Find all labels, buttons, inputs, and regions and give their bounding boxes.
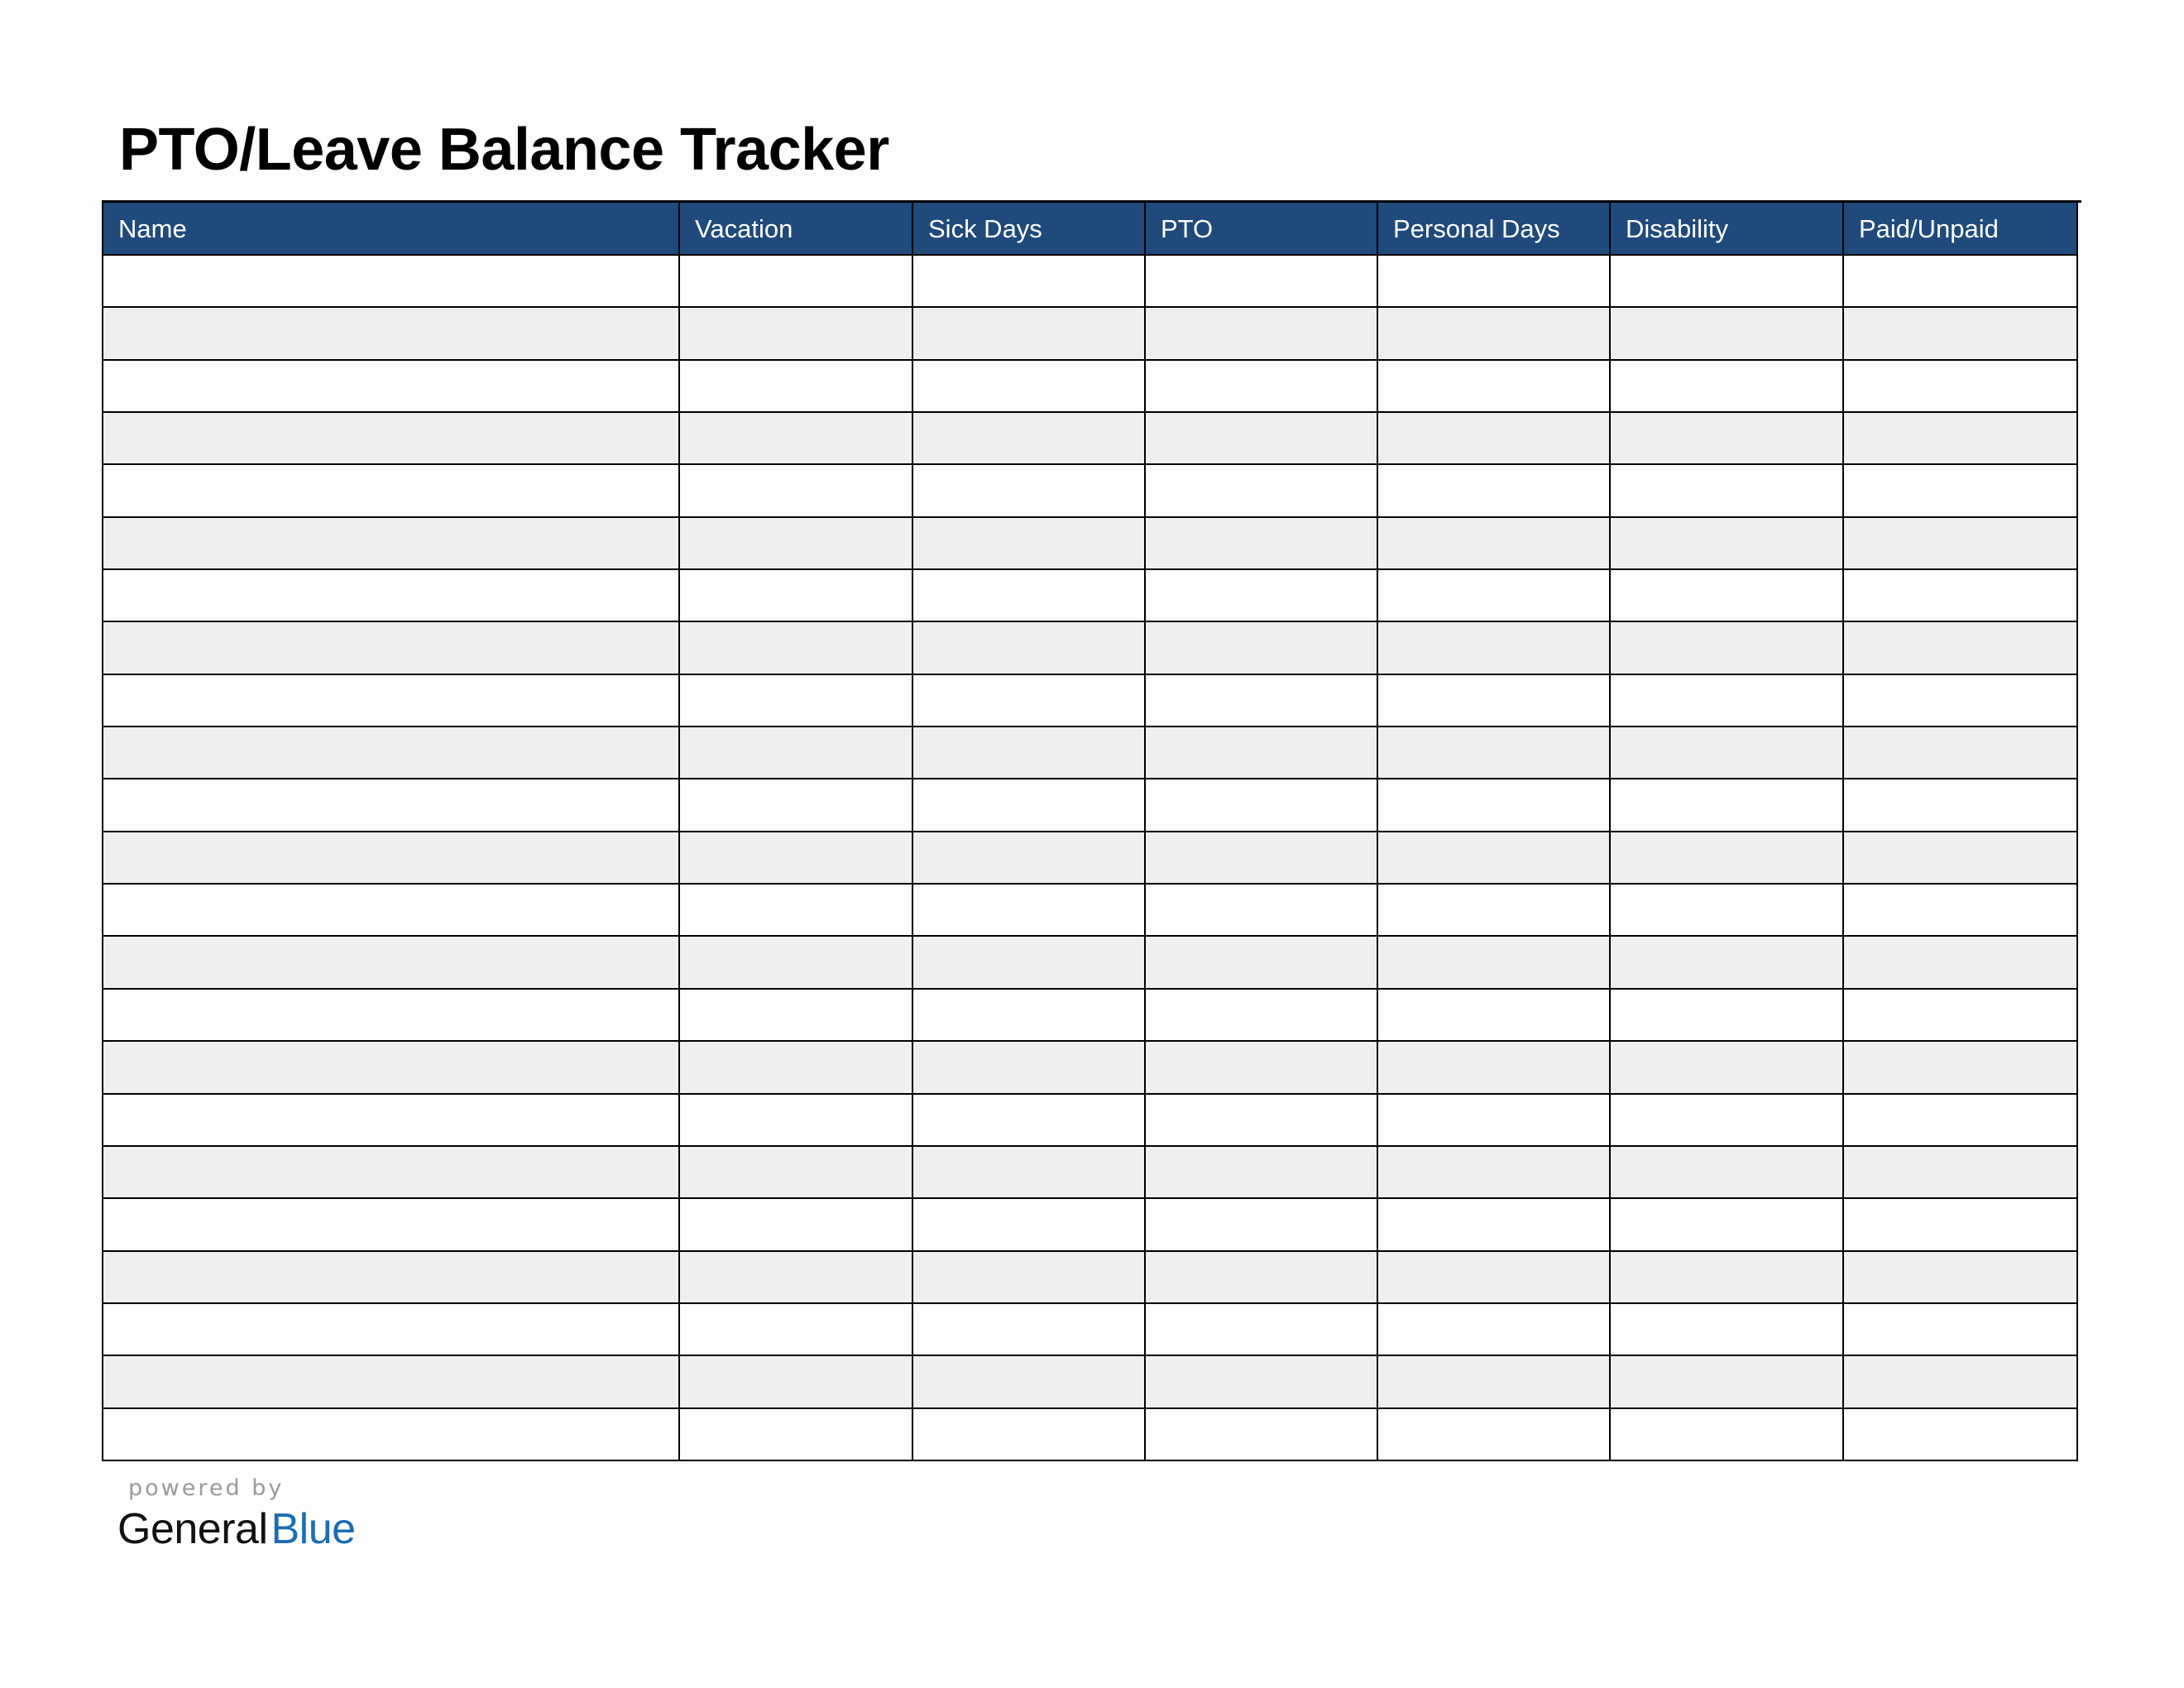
table-row: [103, 1251, 2077, 1303]
cell-personal-days[interactable]: [1377, 307, 1610, 359]
column-header-paid-unpaid: Paid/Unpaid: [1843, 202, 2077, 255]
cell-pto[interactable]: [1145, 517, 1377, 569]
column-header-name: Name: [103, 202, 679, 255]
cell-name[interactable]: [103, 412, 679, 464]
table-row: [103, 674, 2077, 727]
cell-pto[interactable]: [1145, 1198, 1377, 1250]
cell-name[interactable]: [103, 360, 679, 412]
cell-name[interactable]: [103, 1408, 679, 1460]
cell-personal-days[interactable]: [1377, 1198, 1610, 1250]
cell-disability[interactable]: [1610, 412, 1843, 464]
cell-disability[interactable]: [1610, 255, 1843, 307]
cell-sick-days[interactable]: [912, 674, 1145, 727]
cell-disability[interactable]: [1610, 464, 1843, 516]
cell-name[interactable]: [103, 832, 679, 884]
cell-sick-days[interactable]: [912, 884, 1145, 936]
cell-pto[interactable]: [1145, 255, 1377, 307]
cell-name[interactable]: [103, 255, 679, 307]
cell-disability[interactable]: [1610, 1041, 1843, 1093]
cell-disability[interactable]: [1610, 569, 1843, 621]
table-row: [103, 621, 2077, 674]
cell-pto[interactable]: [1145, 674, 1377, 727]
cell-sick-days[interactable]: [912, 727, 1145, 779]
table-row: [103, 1408, 2077, 1460]
cell-paid-unpaid[interactable]: [1843, 989, 2077, 1041]
cell-pto[interactable]: [1145, 307, 1377, 359]
table-row: [103, 1303, 2077, 1355]
cell-pto[interactable]: [1145, 1355, 1377, 1407]
cell-pto[interactable]: [1145, 832, 1377, 884]
header-row: [103, 202, 2077, 255]
cell-vacation[interactable]: [679, 621, 912, 674]
cell-paid-unpaid[interactable]: [1843, 884, 2077, 936]
cell-disability[interactable]: [1610, 832, 1843, 884]
cell-name[interactable]: [103, 1355, 679, 1407]
cell-name[interactable]: [103, 517, 679, 569]
cell-paid-unpaid[interactable]: [1843, 621, 2077, 674]
cell-personal-days[interactable]: [1377, 1146, 1610, 1198]
cell-vacation[interactable]: [679, 412, 912, 464]
cell-personal-days[interactable]: [1377, 832, 1610, 884]
cell-paid-unpaid[interactable]: [1843, 1251, 2077, 1303]
cell-pto[interactable]: [1145, 412, 1377, 464]
cell-personal-days[interactable]: [1377, 569, 1610, 621]
cell-personal-days[interactable]: [1377, 621, 1610, 674]
column-header-pto: PTO: [1145, 202, 1377, 255]
table-row: [103, 1041, 2077, 1093]
cell-disability[interactable]: [1610, 1303, 1843, 1355]
cell-personal-days[interactable]: [1377, 1303, 1610, 1355]
cell-paid-unpaid[interactable]: [1843, 307, 2077, 359]
table-row: [103, 255, 2077, 307]
cell-disability[interactable]: [1610, 360, 1843, 412]
table-row: [103, 936, 2077, 988]
cell-paid-unpaid[interactable]: [1843, 255, 2077, 307]
cell-personal-days[interactable]: [1377, 727, 1610, 779]
cell-sick-days[interactable]: [912, 1408, 1145, 1460]
cell-personal-days[interactable]: [1377, 1408, 1610, 1460]
cell-personal-days[interactable]: [1377, 360, 1610, 412]
table-row: [103, 1094, 2077, 1146]
table-row: [103, 412, 2077, 464]
cell-pto[interactable]: [1145, 1408, 1377, 1460]
cell-sick-days[interactable]: [912, 621, 1145, 674]
cell-sick-days[interactable]: [912, 569, 1145, 621]
cell-paid-unpaid[interactable]: [1843, 832, 2077, 884]
cell-sick-days[interactable]: [912, 412, 1145, 464]
cell-sick-days[interactable]: [912, 936, 1145, 988]
brand-logo: [117, 1504, 356, 1554]
cell-personal-days[interactable]: [1377, 1251, 1610, 1303]
cell-name[interactable]: [103, 1094, 679, 1146]
table-row: [103, 779, 2077, 831]
table-row: [103, 727, 2077, 779]
cell-pto[interactable]: [1145, 989, 1377, 1041]
cell-sick-days[interactable]: [912, 517, 1145, 569]
table-row: [103, 569, 2077, 621]
cell-name[interactable]: [103, 674, 679, 727]
table-row: [103, 1198, 2077, 1250]
cell-disability[interactable]: [1610, 1094, 1843, 1146]
cell-personal-days[interactable]: [1377, 1094, 1610, 1146]
cell-name[interactable]: [103, 1041, 679, 1093]
cell-pto[interactable]: [1145, 464, 1377, 516]
column-header-disability: Disability: [1610, 202, 1843, 255]
cell-paid-unpaid[interactable]: [1843, 1146, 2077, 1198]
cell-personal-days[interactable]: [1377, 1041, 1610, 1093]
cell-vacation[interactable]: [679, 674, 912, 727]
table-row: [103, 1355, 2077, 1407]
cell-pto[interactable]: [1145, 936, 1377, 988]
cell-sick-days[interactable]: [912, 1146, 1145, 1198]
cell-pto[interactable]: [1145, 884, 1377, 936]
cell-disability[interactable]: [1610, 779, 1843, 831]
cell-vacation[interactable]: [679, 1041, 912, 1093]
table-body: [103, 255, 2077, 1460]
cell-paid-unpaid[interactable]: [1843, 1408, 2077, 1460]
cell-vacation[interactable]: [679, 936, 912, 988]
cell-paid-unpaid[interactable]: [1843, 569, 2077, 621]
cell-paid-unpaid[interactable]: [1843, 936, 2077, 988]
cell-paid-unpaid[interactable]: [1843, 727, 2077, 779]
cell-name[interactable]: [103, 1198, 679, 1250]
cell-paid-unpaid[interactable]: [1843, 464, 2077, 516]
cell-disability[interactable]: [1610, 1198, 1843, 1250]
cell-vacation[interactable]: [679, 1251, 912, 1303]
cell-sick-days[interactable]: [912, 1094, 1145, 1146]
cell-sick-days[interactable]: [912, 832, 1145, 884]
cell-vacation[interactable]: [679, 779, 912, 831]
cell-vacation[interactable]: [679, 884, 912, 936]
cell-sick-days[interactable]: [912, 989, 1145, 1041]
cell-paid-unpaid[interactable]: [1843, 1303, 2077, 1355]
table-row: [103, 1146, 2077, 1198]
cell-name[interactable]: [103, 307, 679, 359]
cell-vacation[interactable]: [679, 307, 912, 359]
page-title: PTO/Leave Balance Tracker: [119, 117, 889, 183]
cell-paid-unpaid[interactable]: [1843, 412, 2077, 464]
cell-disability[interactable]: [1610, 1146, 1843, 1198]
cell-name[interactable]: [103, 569, 679, 621]
cell-personal-days[interactable]: [1377, 779, 1610, 831]
cell-disability[interactable]: [1610, 307, 1843, 359]
cell-vacation[interactable]: [679, 1355, 912, 1407]
table-row: [103, 360, 2077, 412]
cell-name[interactable]: [103, 936, 679, 988]
cell-name[interactable]: [103, 1251, 679, 1303]
cell-personal-days[interactable]: [1377, 884, 1610, 936]
cell-disability[interactable]: [1610, 1355, 1843, 1407]
cell-pto[interactable]: [1145, 360, 1377, 412]
cell-paid-unpaid[interactable]: [1843, 517, 2077, 569]
cell-vacation[interactable]: [679, 1303, 912, 1355]
cell-vacation[interactable]: [679, 1198, 912, 1250]
cell-vacation[interactable]: [679, 989, 912, 1041]
cell-name[interactable]: [103, 727, 679, 779]
cell-personal-days[interactable]: [1377, 517, 1610, 569]
powered-by-label: powered by: [128, 1475, 285, 1501]
cell-paid-unpaid[interactable]: [1843, 360, 2077, 412]
cell-vacation[interactable]: [679, 727, 912, 779]
cell-name[interactable]: [103, 989, 679, 1041]
cell-pto[interactable]: [1145, 569, 1377, 621]
cell-sick-days[interactable]: [912, 360, 1145, 412]
cell-sick-days[interactable]: [912, 1355, 1145, 1407]
cell-vacation[interactable]: [679, 569, 912, 621]
cell-personal-days[interactable]: [1377, 989, 1610, 1041]
table-row: [103, 832, 2077, 884]
cell-disability[interactable]: [1610, 621, 1843, 674]
cell-pto[interactable]: [1145, 621, 1377, 674]
cell-paid-unpaid[interactable]: [1843, 1355, 2077, 1407]
cell-vacation[interactable]: [679, 464, 912, 516]
column-header-personal-days: Personal Days: [1377, 202, 1610, 255]
cell-sick-days[interactable]: [912, 1303, 1145, 1355]
cell-sick-days[interactable]: [912, 1041, 1145, 1093]
cell-sick-days[interactable]: [912, 307, 1145, 359]
cell-vacation[interactable]: [679, 360, 912, 412]
cell-name[interactable]: [103, 621, 679, 674]
cell-personal-days[interactable]: [1377, 674, 1610, 727]
cell-pto[interactable]: [1145, 1041, 1377, 1093]
cell-personal-days[interactable]: [1377, 1355, 1610, 1407]
column-header-vacation: Vacation: [679, 202, 912, 255]
table-header: [103, 202, 2077, 255]
cell-disability[interactable]: [1610, 989, 1843, 1041]
brand-name-general: General: [117, 1505, 268, 1553]
cell-sick-days[interactable]: [912, 1198, 1145, 1250]
cell-personal-days[interactable]: [1377, 936, 1610, 988]
cell-disability[interactable]: [1610, 727, 1843, 779]
cell-sick-days[interactable]: [912, 1251, 1145, 1303]
table-row: [103, 989, 2077, 1041]
cell-disability[interactable]: [1610, 674, 1843, 727]
cell-personal-days[interactable]: [1377, 255, 1610, 307]
cell-pto[interactable]: [1145, 1146, 1377, 1198]
cell-disability[interactable]: [1610, 936, 1843, 988]
cell-paid-unpaid[interactable]: [1843, 1198, 2077, 1250]
cell-disability[interactable]: [1610, 1408, 1843, 1460]
column-header-sick-days: Sick Days: [912, 202, 1145, 255]
table-row: [103, 517, 2077, 569]
cell-pto[interactable]: [1145, 727, 1377, 779]
cell-disability[interactable]: [1610, 884, 1843, 936]
cell-vacation[interactable]: [679, 255, 912, 307]
cell-paid-unpaid[interactable]: [1843, 1094, 2077, 1146]
cell-name[interactable]: [103, 464, 679, 516]
cell-name[interactable]: [103, 1303, 679, 1355]
cell-paid-unpaid[interactable]: [1843, 1041, 2077, 1093]
cell-sick-days[interactable]: [912, 255, 1145, 307]
cell-name[interactable]: [103, 779, 679, 831]
cell-pto[interactable]: [1145, 1094, 1377, 1146]
cell-personal-days[interactable]: [1377, 464, 1610, 516]
cell-name[interactable]: [103, 884, 679, 936]
cell-disability[interactable]: [1610, 1251, 1843, 1303]
cell-personal-days[interactable]: [1377, 412, 1610, 464]
cell-pto[interactable]: [1145, 1303, 1377, 1355]
table-row: [103, 464, 2077, 516]
brand-name-blue: Blue: [271, 1505, 356, 1553]
cell-paid-unpaid[interactable]: [1843, 674, 2077, 727]
cell-vacation[interactable]: [679, 517, 912, 569]
cell-name[interactable]: [103, 1146, 679, 1198]
cell-sick-days[interactable]: [912, 464, 1145, 516]
cell-pto[interactable]: [1145, 779, 1377, 831]
cell-paid-unpaid[interactable]: [1843, 779, 2077, 831]
cell-disability[interactable]: [1610, 517, 1843, 569]
table-row: [103, 307, 2077, 359]
table-row: [103, 884, 2077, 936]
leave-balance-table: [102, 201, 2078, 1461]
cell-vacation[interactable]: [679, 1408, 912, 1460]
cell-vacation[interactable]: [679, 1146, 912, 1198]
cell-vacation[interactable]: [679, 832, 912, 884]
cell-vacation[interactable]: [679, 1094, 912, 1146]
footer-branding: [117, 1475, 356, 1554]
cell-sick-days[interactable]: [912, 779, 1145, 831]
cell-pto[interactable]: [1145, 1251, 1377, 1303]
